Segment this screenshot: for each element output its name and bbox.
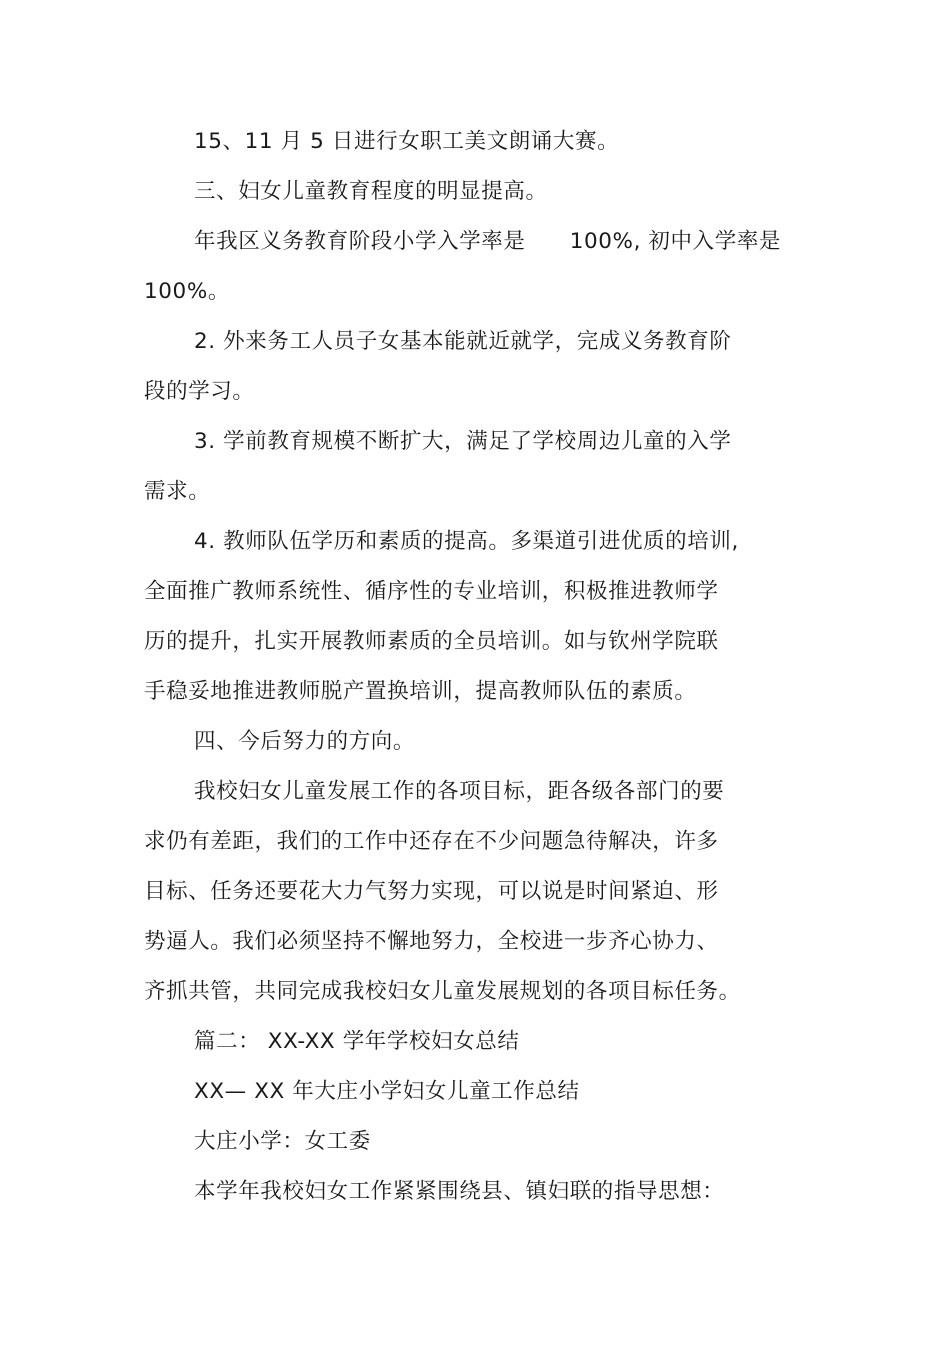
text-line: 2. 外来务工人员子女基本能就近就学，完成义务教育阶 [194,329,732,354]
text-line: 求仍有差距，我们的工作中还存在不少问题急待解决，许多 [144,829,719,854]
text-line: 本学年我校妇女工作紧紧围绕县、镇妇联的指导思想： [194,1179,725,1204]
article-title: XX— XX 年大庄小学妇女儿童工作总结 [194,1079,580,1104]
text-line: 年我区义务教育阶段小学入学率是 100%, 初中入学率是 [194,229,782,254]
text-line: 目标、任务还要花大力气努力实现，可以说是时间紧迫、形 [144,879,719,904]
text-line: 全面推广教师系统性、循序性的专业培训，积极推进教师学 [144,579,719,604]
section-heading: 四、今后努力的方向。 [194,729,416,754]
text-line: 历的提升，扎实开展教师素质的全员培训。如与钦州学院联 [144,629,719,654]
section-heading: 三、妇女儿童教育程度的明显提高。 [194,179,548,204]
text-line: 齐抓共管，共同完成我校妇女儿童发展规划的各项目标任务。 [144,979,741,1004]
text-line: 需求。 [144,479,211,504]
article-author: 大庄小学：女工委 [194,1129,371,1154]
text-line: 100%。 [144,279,230,304]
text-line: 15、11 月 5 日进行女职工美文朗诵大赛。 [194,129,620,154]
text-line: 4. 教师队伍学历和素质的提高。多渠道引进优质的培训, [194,529,739,554]
text-line: 手稳妥地推进教师脱产置换培训，提高教师队伍的素质。 [144,679,697,704]
text-line: 3. 学前教育规模不断扩大，满足了学校周边儿童的入学 [194,429,732,454]
text-line: 我校妇女儿童发展工作的各项目标，距各级各部门的要 [194,779,725,804]
text-line: 势逼人。我们必须坚持不懈地努力，全校进一步齐心协力、 [144,929,719,954]
text-line: 段的学习。 [144,379,255,404]
article-heading: 篇二： XX-XX 学年学校妇女总结 [194,1029,520,1054]
